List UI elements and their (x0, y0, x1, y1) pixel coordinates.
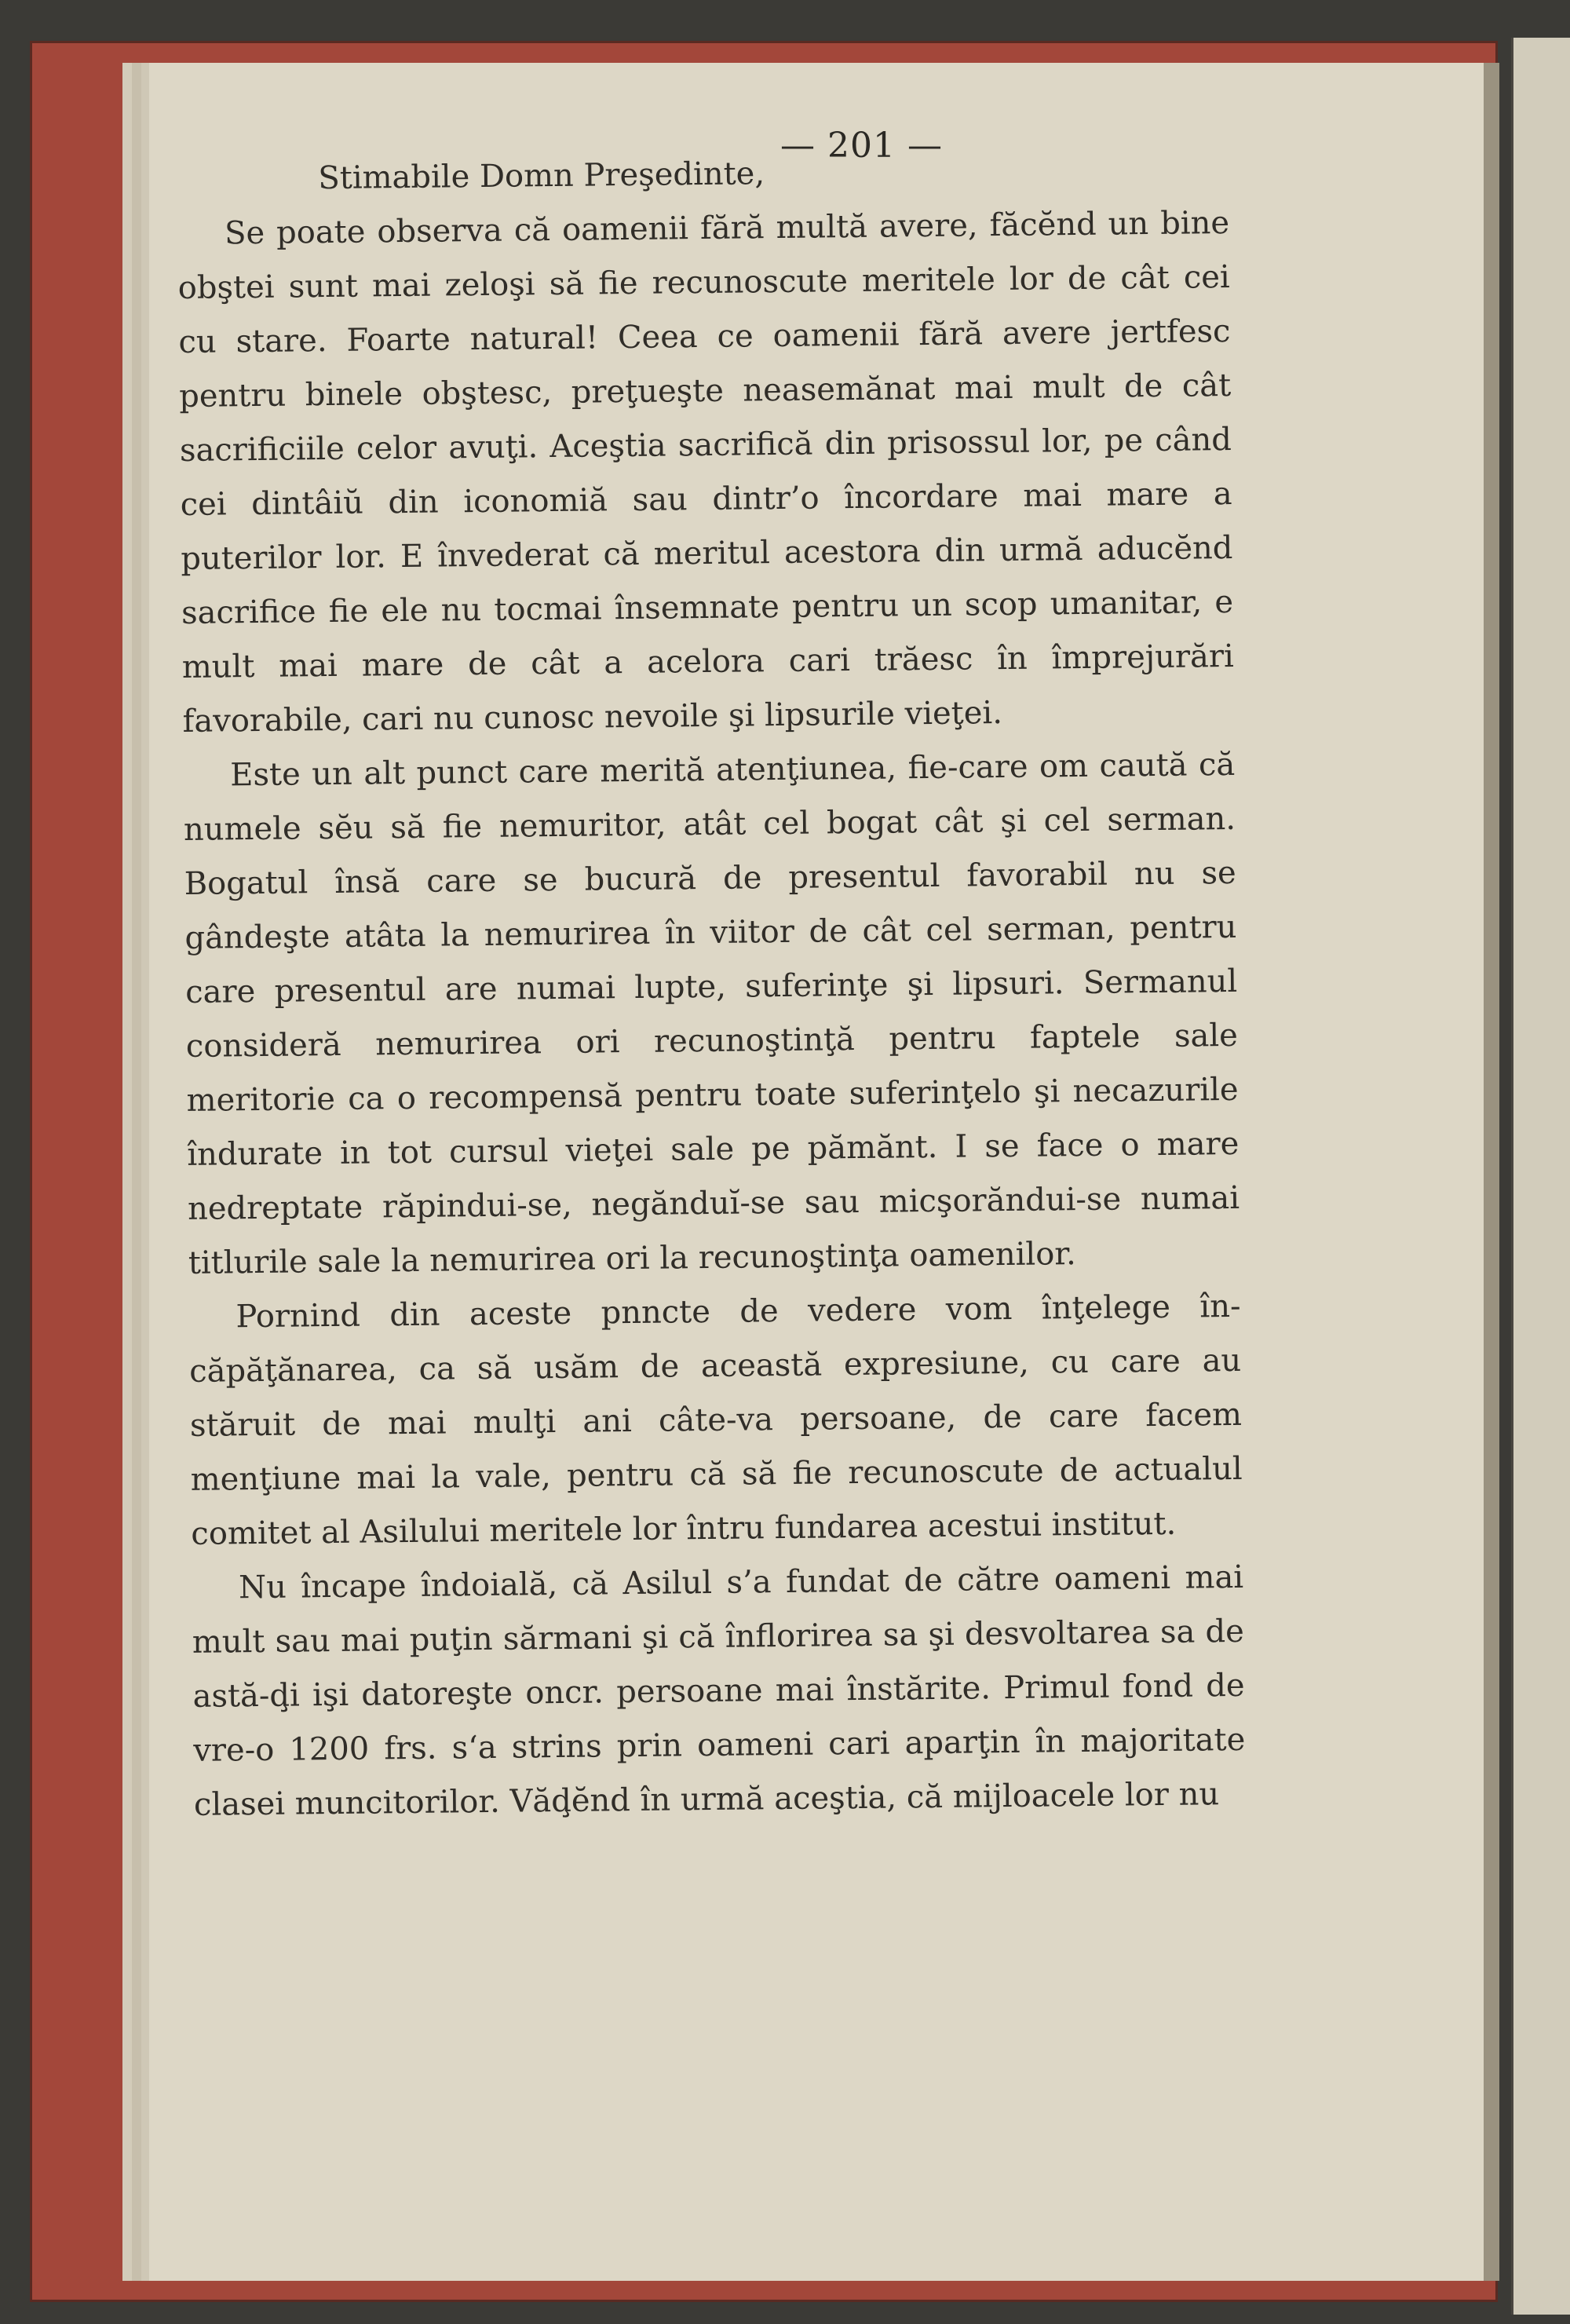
salutation: Stimabile Domn Preşedinte, (318, 155, 765, 197)
paragraph: Este un alt punct care merită atenţiunea, fie-care om caută că numele sĕu să fie nemuritor, atât cel bogat cât şi cel serman. Bogatul însă care se bucură de presentul favorabil nu se gândeşte atâta la nemurirea în viitor de cât cel serman, pentru care presentul are numai lupte, suferinţe şi lipsuri. Sermanul consideră nemurirea ori recunoştinţă pentru faptele sale meritorie ca o recompensă pentru toate suferinţelo şi necazurile îndurate in tot cursul vieţei sale pe pămănt. I se face o mare nedreptate răpindui-se, negănduĭ-se sau micşorăndui-se numai titlurile sale la nemurirea ori la recunoştinţa oamenilor. (183, 746, 1240, 1281)
page-text (177, 142, 1246, 1833)
facing-page-edge (1511, 38, 1570, 2315)
paragraph: Nu încape îndoială, că Asilul s’a fundat de către oameni mai mult sau mai puţin sărmani şi că înflorirea sa şi desvoltarea sa de astă-ḑi işi datoreşte oncr. persoane mai înstărite. Primul fond de vre-o 1200 frs. s‘a strins prin oameni cari aparţin în majoritate clasei muncitorilor. Văḑĕnd în urmă aceştia, că mijloacele lor nu (192, 1558, 1246, 1823)
paragraph: Se poate observa că oamenii fără multă avere, făcĕnd un bine obştei sunt mai zeloşi să fie recunoscute meritele lor de cât cei cu stare. Foarte natural! Ceea ce oamenii fără avere jertfesc pentru binele obştesc, preţueşte neasemănat mai mult de cât sacrificiile celor avuţi. Aceştia sacrifică din prisossul lor, pe când cei dintâiŭ din iconomiă sau dintr’o încordare mai mare a puterilor lor. E învederat că meritul acestora din urmă aducĕnd sacrifice fie ele nu tocmai însemnate pentru un scop umanitar, e mult mai mare de cât a acelora cari trăesc în împrejurări favorabile, cari nu cunosc nevoile şi lipsurile vieţei. (177, 204, 1235, 740)
book-gutter (1484, 63, 1499, 2281)
paragraph: Pornind din aceste pnncte de vedere vom înţelege încăpăţănarea, ca să usăm de această expresiune, cu care au stăruit de mai mulţi ani câte-va persoane, de care facem menţiune mai la vale, pentru că să fie recunoscute de actualul comitet al Asilului meritele lor întru fundarea acestui institut. (189, 1288, 1243, 1552)
page-number: — 201 — (780, 126, 943, 166)
